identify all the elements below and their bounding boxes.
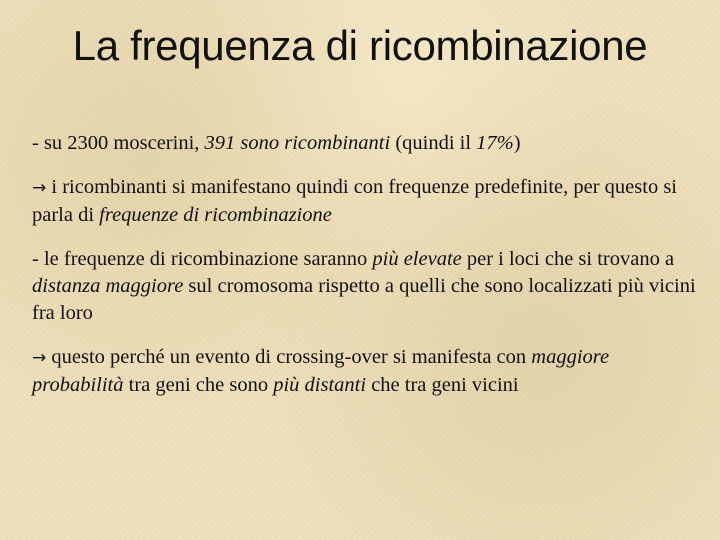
text-segment-italic: frequenze di ricombinazione [99,204,332,226]
text-segment-italic: distanza maggiore [32,275,184,297]
text-segment: sul cromosoma rispetto a quelli che sono localizzati più vicini fra loro [32,275,696,324]
right-arrow-icon: → [32,178,47,198]
text-segment: ) [513,132,521,154]
paragraph-recombination-frequencies [32,174,702,229]
text-segment: tra geni che sono [123,374,274,396]
slide-title: La frequenza di ricombinazione [72,22,648,69]
text-segment: che tra geni vicini [366,374,519,396]
right-arrow-icon: → [32,348,47,368]
text-segment: - le frequenze di ricombinazione saranno [32,248,373,270]
paragraph-recombinant-count [32,130,702,157]
text-segment: per i loci che si trovano a [461,248,675,270]
slide-body [32,130,702,416]
text-segment: i ricombinanti si manifestano quindi con frequenze predefinite, per questo si parla di [32,176,678,226]
text-segment-italic: maggiore probabilità [32,346,610,396]
text-segment-italic: 17% [476,132,514,154]
paragraph-distance-relation [32,246,702,327]
paragraph-crossing-over [32,344,702,399]
text-segment-italic: più elevate [372,248,462,270]
text-segment: (quindi il [390,132,477,154]
text-segment-italic: 391 sono ricombinanti [204,132,391,154]
text-segment: - su 2300 moscerini, [32,132,205,154]
text-segment: questo perché un evento di crossing-over si manifesta con [46,346,532,368]
text-segment-italic: più distanti [273,374,367,396]
